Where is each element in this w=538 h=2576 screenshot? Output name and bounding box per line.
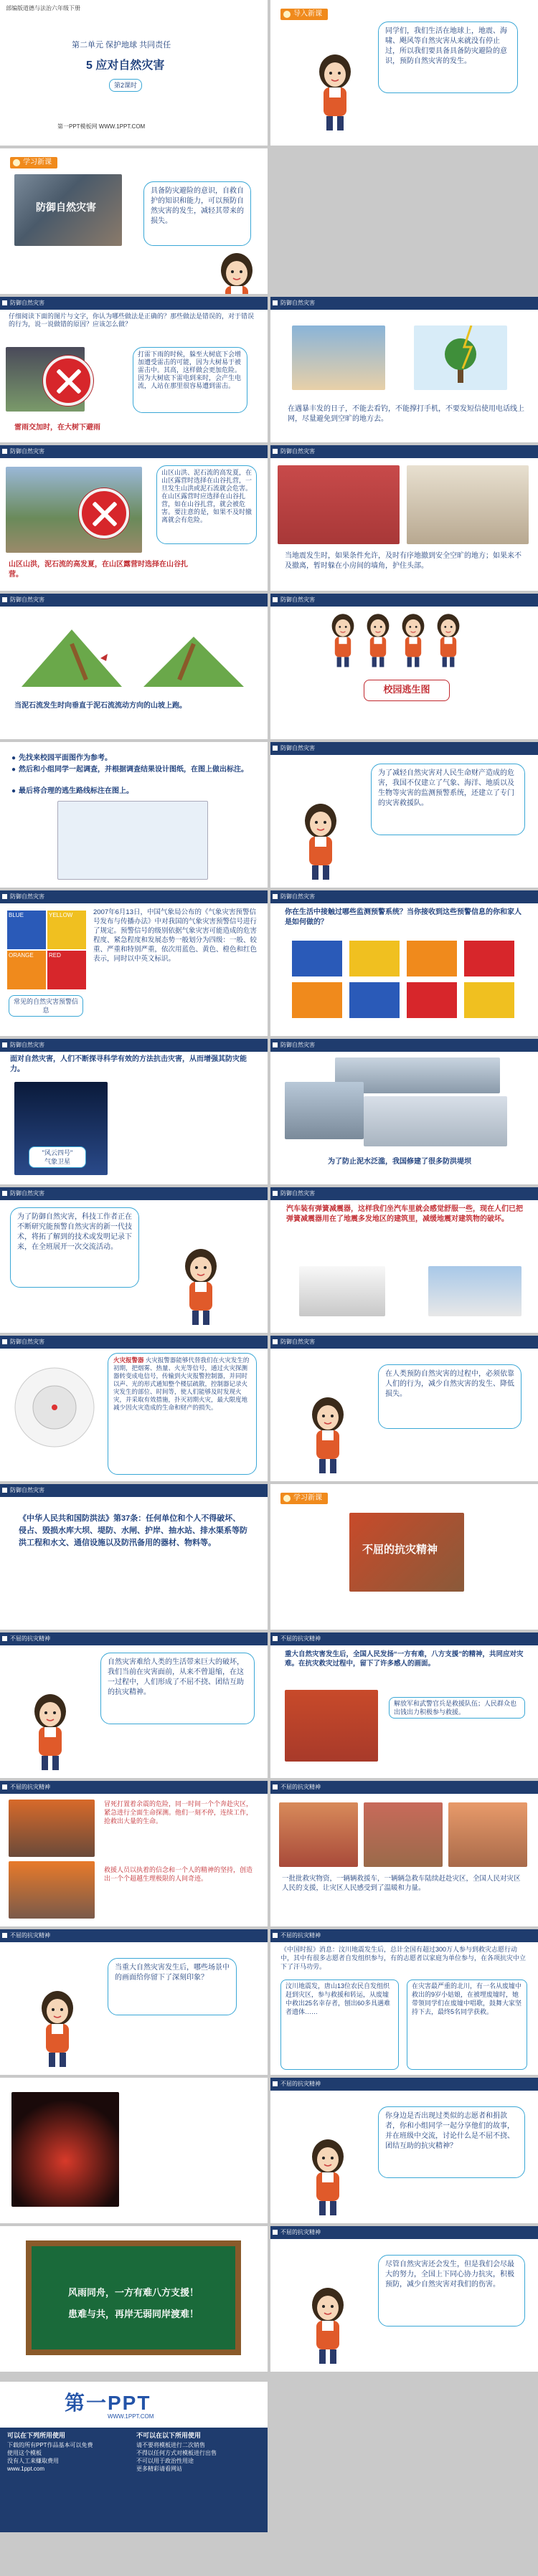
photo-caption: 防御自然灾害 (36, 201, 96, 213)
building-image (428, 1266, 522, 1316)
slide-header: 不屈的抗灾精神 (280, 2081, 321, 2087)
slide-header: 防御自然灾害 (280, 1190, 315, 1197)
footer-line: 使用这个模板 (7, 2450, 42, 2456)
escape-map-banner: 校园逃生图 (364, 680, 450, 701)
slide-thunder-tips (270, 297, 538, 442)
slide-satellite (0, 1039, 268, 1184)
warning-icon (349, 941, 400, 976)
slide-header: 不屈的抗灾精神 (280, 2229, 321, 2235)
footer-col-title: 不可以在以下所用使用 (136, 2432, 202, 2439)
teacher-girl-icon (306, 1393, 349, 1475)
unit-title: 第二单元 保护地球 共同责任 (72, 41, 171, 49)
site-credit: 第一PPT模板网 WWW.1PPT.COM (57, 123, 146, 130)
slide-mudslide (0, 594, 268, 739)
slide-conclusion (270, 2226, 538, 2372)
slide-header: 防御自然灾害 (10, 597, 44, 603)
explain-box: 山区山洪、泥石流的高发夏，在山区露营时选择在山谷扎营，一旦发生山洪或泥石流就会危害。在山区露营时应选择在山谷扎营，如在山谷扎营，就会被危害。要注意的是，如果不及时撤离就会有危险。 (156, 465, 257, 544)
slide-header: 防御自然灾害 (280, 597, 315, 603)
stamp-note (118, 1082, 255, 1175)
orange-signal: ORANGE (7, 951, 46, 989)
classroom-corner-image (407, 465, 529, 544)
rescuers-text-b: 救援人员以执着的信念和一个人的精神的坚持，创造出一个个超越生理极限的人间奇迹。 (104, 1866, 253, 1882)
slide-damper (270, 1187, 538, 1333)
warning-icons (292, 941, 522, 1020)
slide-header: 防御自然灾害 (280, 448, 315, 455)
supplies-image-1 (279, 1802, 358, 1867)
slide-impression (0, 1929, 268, 2075)
teacher-girl-icon (306, 2135, 349, 2218)
slide-header: 防御自然灾害 (10, 893, 44, 900)
soldiers-image (285, 1690, 378, 1762)
stamp-label: "风云四号" 气象卫星 (29, 1146, 86, 1168)
footer-col-allowed (7, 2432, 93, 2473)
warning-icon (292, 941, 342, 976)
fire-alarm-text: 火灾报警器能够代替我们在火灾发生的初期，把烟雾、热量、火光等信号，通过火灾探测器转变成电信号，传输到火灾报警控制器，并同时以声、光的形式通知整个楼层疏散，控制器记录火灾发生的部位、时间等，使人们能够及时发现火灾，并采取有效措施，扑灭初期火灾，最大限度地减少因火灾造成的生命和财产的损失。 (113, 1356, 250, 1411)
footer-line: 没有人工来赚取费用 (7, 2458, 59, 2464)
learn-bubble: 具备防灾避险的意识，自救自护的知识和能力，可以预防自然灾害的发生，减轻其带来的损失。 (143, 181, 251, 246)
wrong-x-icon (79, 488, 129, 538)
impression-bubble: 当重大自然灾害发生后，哪些场景中的画面给你留下了深刻印象？ (108, 1958, 237, 2015)
footer-line: 更多精彩请看网站 (136, 2466, 182, 2472)
slide-header: 不屈的抗灾精神 (10, 1932, 50, 1939)
dam-image-2 (364, 1096, 507, 1146)
slide-human-role (270, 1336, 538, 1481)
slide-rescuers (0, 1781, 268, 1926)
car-image (299, 1266, 385, 1316)
slide-flood-camp (0, 445, 268, 591)
slide-header: 防御自然灾害 (10, 1487, 44, 1493)
slide-header: 防御自然灾害 (10, 300, 44, 306)
slide-header: 不屈的抗灾精神 (280, 1635, 321, 1642)
damper-text: 汽车装有弹簧减震器，这样我们坐汽车里就会感觉舒服一些，现在人们已把弹簧减震器用在了地震多发地区的建筑里，减缓地震对建筑物的破坏。 (286, 1205, 523, 1223)
step-item: ● 先找来校园平面图作为参考。 (11, 754, 112, 764)
site-logo: 第一PPT (65, 2392, 151, 2414)
slide-fire-alarm (0, 1336, 268, 1481)
warning-color-grid (7, 911, 86, 989)
tech-bubble: 为了防御自然灾害，科技工作者正在不断研究能预警自然灾害的新一代技术，将拓了解到的技术或发明记录下来，在全班展开一次交流活动。 (10, 1207, 139, 1288)
volunteers-box-2: 在灾害最严重的北川，有一名从废墟中救出的9岁小姑娘，在被埋废墟时，她带领同学们在废墟中唱歌，鼓舞大家坚持下去，最终5名同学获救。 (407, 1979, 527, 2070)
section-tag: 导入新课 (280, 9, 328, 20)
slide-warning-system (270, 742, 538, 888)
slide-earthquake (270, 445, 538, 591)
question-text: 仔细阅读下面的图片与文字，你认为哪些做法是正确的？那些做法是错误的，对于错误的行为，说一说做错的原因？应该怎么做？ (9, 313, 255, 328)
fire-alarm-box (108, 1353, 257, 1475)
dam-caption: 为了防止泥水泛滥，我国修建了很多防洪堤坝 (328, 1158, 471, 1166)
slide-share-bubble (270, 2078, 538, 2223)
supplies-caption: 一批批救灾物资，一辆辆救援车，一辆辆急救车陆续赶赴灾区，全国人民对灾区人民的支援，让灾区人民感受到了温暖和力量。 (282, 1875, 521, 1892)
section-tag: 学习新课 (280, 1493, 328, 1504)
slide-supplies (270, 1781, 538, 1926)
yellow-signal: YELLOW (47, 911, 86, 949)
slide-header: 不屈的抗灾精神 (10, 1635, 50, 1642)
slide-header: 不屈的抗灾精神 (280, 1932, 321, 1939)
slide-header: 防御自然灾害 (280, 1339, 315, 1345)
slide-warning-signals (0, 890, 268, 1036)
volunteers-box-1: 汶川地震发，唐山13位农民自发组织赶到灾区，参与救援和转运，从废墟中救出25名幸存者，刨出60多具遇难者遗体…… (280, 1979, 399, 2070)
signals-text: 2007年6月13日，中国气象局公布的《气象灾害预警信号发布与传播办法》中对我国的气象灾害预警信号进行了规定。预警信号的级别依据气象灾害可能造成的危害程度、紧急程度和发展态势一般划分为四级：一般、较重、严重和特别严重，依次用蓝色、黄色、橙色和红色表示，同时以中英文标识。 (93, 908, 258, 963)
wrong-x-icon (43, 356, 93, 406)
dam-image-3 (285, 1082, 364, 1139)
candles-image (11, 2092, 119, 2207)
teacher-girl-icon (36, 1987, 79, 2069)
kids-group-icon (328, 611, 486, 675)
tips-caption: 在遇暴丰发的日子，不能去看钓，不能撑打手机，不要发短信使用电话线上网，尽量避免到空旷的地方去。 (288, 405, 524, 423)
warning-icon (292, 982, 342, 1018)
warning-icon (407, 982, 457, 1018)
slide-title (0, 0, 268, 146)
warning-icon (407, 941, 457, 976)
mudslide-diagram-icon (14, 615, 251, 694)
answer-caption: 当泥石流发生时向垂直于泥石流流动方向的山坡上跑。 (14, 702, 187, 710)
teacher-girl-icon (299, 799, 342, 882)
support-text: 重大自然灾害发生后，全国人民发扬“一方有难，八方支援”的精神，共同应对灾难。在抗灾救灾过程中，留下了许多感人的画面。 (285, 1650, 524, 1668)
footer-line: www.1ppt.com (7, 2466, 45, 2472)
volunteers-text: 《中国时报》消息：汶川地震发生后，总计全国有超过300万人参与到救灾志愿行动中，其中有很多志愿者自发组织参与，有的志愿者以家庭为单位参与，在各项抗灾中立下了汗马功劳。 (280, 1946, 527, 1970)
signals-caption: 常见的自然灾害预警信息 (9, 995, 83, 1017)
supplies-image-2 (364, 1802, 443, 1867)
slide-header: 防御自然灾害 (280, 745, 315, 751)
slide-header: 不屈的抗灾精神 (280, 1784, 321, 1790)
footer-line: 不可以用于政治性用途 (136, 2458, 194, 2464)
slide-share (0, 2078, 268, 2223)
period-badge: 第2课时 (109, 79, 142, 92)
slide-header: 防御自然灾害 (10, 448, 44, 455)
board-line-1: 风雨同舟，一方有难八方支援！ (67, 2287, 199, 2298)
slide-intro (270, 0, 538, 146)
red-signal: RED (47, 951, 86, 989)
role-bubble: 在人类预防自然灾害的过程中，必须依靠人们的行为，减少自然灾害的发生、降低损失。 (378, 1364, 522, 1429)
step-item: ● 最后将合理的逃生路线标注在图上。 (11, 786, 133, 797)
footer-col-forbidden (136, 2432, 217, 2473)
law-text: 《中华人民共和国防洪法》第37条：任何单位和个人不得破坏、侵占、毁损水库大坝、堤防、水闸、护岸、抽水站、排水渠系等防洪工程和水文、通信设施以及防汛备用的器材、物料等。 (19, 1514, 247, 1547)
teacher-girl-icon (215, 249, 258, 294)
footer-slide (0, 2382, 268, 2532)
slide-thunder (0, 297, 268, 442)
slide-spirit-intro (270, 1484, 538, 1630)
slide-blackboard (0, 2226, 268, 2372)
teacher-girl-icon (306, 2283, 349, 2366)
disaster-collage-image (14, 174, 122, 246)
teacher-girl-icon (29, 1690, 72, 1772)
lesson-title: 5 应对自然灾害 (86, 60, 165, 72)
footer-line: 请不要将模板进行二次销售 (136, 2442, 205, 2448)
support-sub: 解放军和武警官兵是救援队伍；人民群众也出钱出力积极参与救援。 (389, 1697, 525, 1719)
slide-header: 防御自然灾害 (280, 893, 315, 900)
campus-map-image (57, 801, 208, 880)
teacher-girl-icon (313, 50, 357, 133)
rescuers-image-2 (9, 1861, 95, 1919)
blue-signal: BLUE (7, 911, 46, 949)
spirit-bubble: 自然灾害难给人类的生活带来巨大的破坏，我们当前在灾害面前，从来不曾退缩，在这一过程中，人们形成了不屈不挠、团结互助的抗灾精神。 (100, 1653, 255, 1724)
slide-header: 不屈的抗灾精神 (10, 1784, 50, 1790)
smoke-detector-icon (11, 1364, 98, 1450)
slide-header: 防御自然灾害 (10, 1190, 44, 1197)
footer-col-title: 可以在下列所用使用 (7, 2432, 66, 2439)
chalkboard (26, 2240, 241, 2355)
warning-icon (464, 941, 514, 976)
slide-header: 防御自然灾害 (280, 300, 315, 306)
slide-support (270, 1632, 538, 1778)
slide-steps (0, 742, 268, 888)
intro-text: 面对自然灾害，人们不断探寻科学有效的方法抗击灾害，从而增强其防灾能力。 (10, 1055, 247, 1073)
fire-alarm-title: 火灾报警器 (113, 1356, 144, 1364)
supplies-image-3 (448, 1802, 527, 1867)
evacuation-image (278, 465, 400, 544)
question-text: 你在生活中接触过哪些监测预警系统？当你接收到这些预警信息的你和家人是如何做的？ (285, 908, 522, 926)
slide-header: 防御自然灾害 (10, 1042, 44, 1048)
section-tag: 学习新课 (10, 157, 57, 168)
share-bubble: 你身边是否出现过类似的志愿者和捐款者，你和小组同学一起分享他们的故事，并在班级中交流，讨论什么是不屈不挠、团结互助的抗灾精神？ (378, 2106, 525, 2178)
slide-header: 防御自然灾害 (280, 1042, 315, 1048)
explain-box: 打雷下雨的时候，躲至大树底下会增加遭受雷击的可能，因为大树易于被雷击中。其高，这样做会更加危险。因为大树底下雷电到来时，会产生电流，人站在那里很容易遭到雷击。 (133, 347, 247, 413)
conclusion-bubble: 尽管自然灾害还会发生，但是我们会尽最大的努力，全国上下同心协力抗灾，积极预防，减少自然灾害对我们的伤害。 (378, 2255, 525, 2327)
teacher-girl-icon (179, 1245, 222, 1327)
storm-scene-image (292, 325, 385, 390)
tree-lightning-icon (414, 325, 507, 390)
site-url: WWW.1PPT.COM (108, 2413, 154, 2420)
board-line-2: 患难与共，再岸无弱同岸渡难！ (67, 2309, 199, 2319)
photo-caption: 不屈的抗灾精神 (362, 1544, 438, 1556)
warning-icon (349, 982, 400, 1018)
rescuers-image-1 (9, 1800, 95, 1857)
rescue-image (349, 1513, 464, 1592)
step-item: ● 然后和小组同学一起调查，并根据调查结果设计图纸，在图上做出标注。 (11, 765, 255, 775)
intro-bubble: 同学们，我们生活在地球上，地震、海啸、飓风等自然灾害从来就没有停止过，所以我们要具备具备防灾避险的意识，预防自然灾害的发生。 (378, 22, 518, 93)
slide-volunteers (270, 1929, 538, 2075)
system-bubble: 为了减轻自然灾害对人民生命财产造成的危害，我国不仅建立了气象、海洋、地质以及生物等灾害的监测预警系统，还建立了专门的灾害救援队。 (371, 764, 525, 835)
slide-law (0, 1484, 268, 1630)
course-tagline: 部编版道德与法治六年级下册 (6, 5, 80, 11)
footer-line: 下载的所有PPT作品基本可以免费 (7, 2442, 93, 2448)
slide-learn (0, 148, 268, 294)
slide-dam (270, 1039, 538, 1184)
rescuers-text-a: 冒死打置着余震的危险，同一时间一个个奔赴灾区，紧急进行全面生命探测。他们一刻不停，连续工作，抢救出大量的生命。 (104, 1800, 253, 1825)
slide-header: 防御自然灾害 (10, 1339, 44, 1345)
slide-escape-map (270, 594, 538, 739)
slide-warning-question (270, 890, 538, 1036)
slide-spirit (0, 1632, 268, 1778)
earthquake-caption: 当地震发生时，如果条件允许，及时有序地撤到安全空旷的地方；如果来不及撤离，暂时躲在小房间的墙角，护住头部。 (285, 552, 522, 570)
warning-icon (464, 982, 514, 1018)
answer-caption: 山区山洪，泥石流的高发夏，在山区露营时选择在山谷扎营。 (9, 561, 188, 579)
slide-tech (0, 1187, 268, 1333)
answer-caption: 雷雨交加时，在大树下避雨 (14, 424, 100, 432)
footer-line: 不得以任何方式对模板进行出售 (136, 2450, 217, 2456)
